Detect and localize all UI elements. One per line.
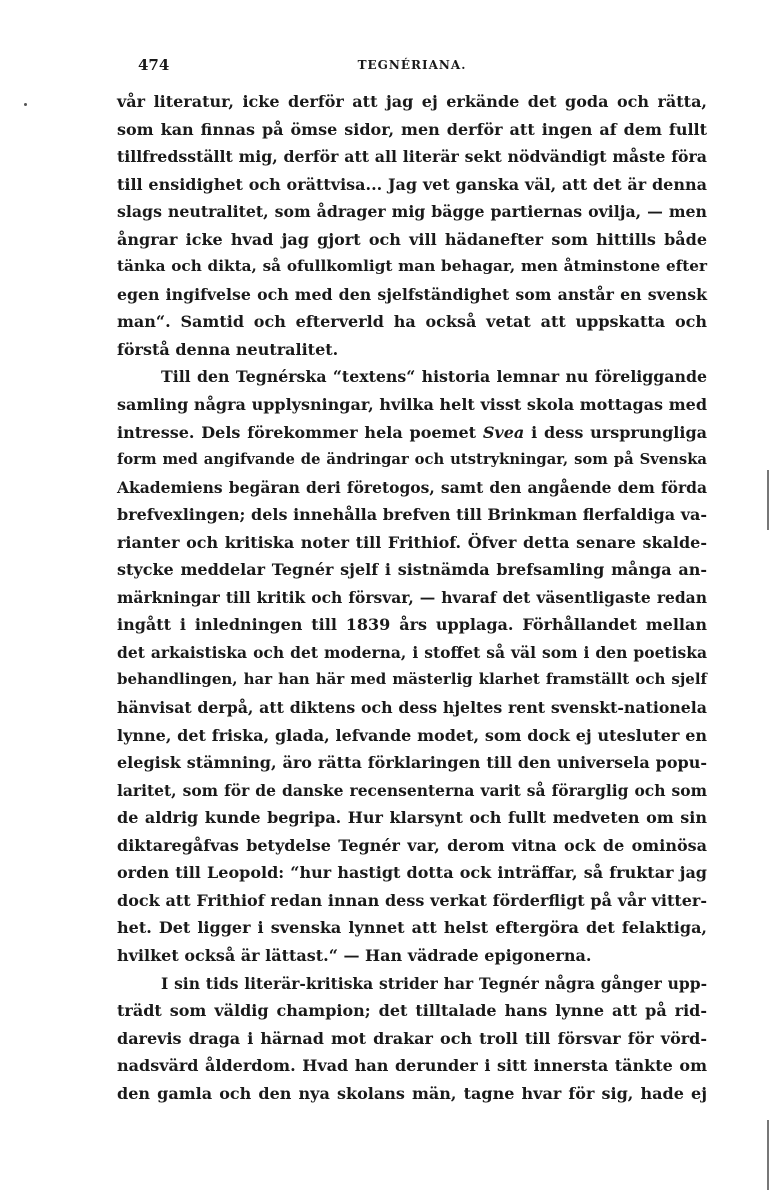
text-line: märkningar till kritik och försvar, — hvaraf det väsentligaste redan	[117, 587, 707, 607]
page-edge-mark	[767, 470, 769, 530]
text-line: samling några upplysningar, hvilka helt visst skola mottagas med	[117, 395, 707, 415]
text-line: laritet, som för de danske recensenterna varit så förarglig och som	[117, 780, 707, 800]
text-line: man“. Samtid och efterverld ha också vetat att uppskatta och	[117, 312, 707, 332]
text-line: de aldrig kunde begripa. Hur klarsynt och fullt medveten om sin	[117, 808, 707, 828]
paragraph	[117, 363, 707, 969]
text-line: som kan finnas på ömse sidor, men derför att ingen af dem fullt	[117, 119, 707, 139]
text-line: Akademiens begäran deri företogos, samt den angående dem förda	[117, 477, 707, 497]
text-line: I sin tids literär-kritiska strider har Tegnér några gånger upp-	[161, 973, 707, 993]
text-line: den gamla och den nya skolans män, tagne hvar för sig, hade ej	[117, 1083, 707, 1103]
text-line: darevis draga i härnad mot drakar och troll till försvar för vörd-	[117, 1028, 707, 1048]
text-line: slags neutralitet, som ådrager mig bägge partiernas ovilja, — men	[117, 202, 707, 222]
text-line: hvilket också är lättast.“ — Han vädrade epigonerna.	[117, 945, 592, 965]
text-line: tillfredsställt mig, derför att all literär sekt nödvändigt måste föra	[117, 147, 707, 167]
poem-title: Svea	[482, 422, 525, 442]
text-line: het. Det ligger i svenska lynnet att helst eftergöra det felaktiga,	[117, 918, 707, 938]
text-line: orden till Leopold: “hur hastigt dotta ock inträffar, så fruktar jag	[117, 863, 707, 883]
text-line: vår literatur, icke derför att jag ej erkände det goda och rätta,	[117, 92, 707, 111]
body-text	[117, 88, 707, 1107]
text-line: ångrar icke hvad jag gjort och vill hädanefter som hittills både	[117, 229, 707, 249]
text-line: förstå denna neutralitet.	[117, 339, 339, 359]
text-line: behandlingen, har han här med mästerlig klarhet framställt och sjelf	[117, 670, 707, 689]
page-header	[117, 56, 707, 80]
margin-speck	[24, 103, 27, 106]
text-line: det arkaistiska och det moderna, i stoffet så väl som i den poetiska	[117, 642, 707, 662]
text-line: trädt som väldig champion; det tilltalade hans lynne att på rid-	[117, 1001, 707, 1021]
text-line: dock att Frithiof redan innan dess verkat förderfligt på vår vitter-	[117, 890, 707, 910]
text-line: lynne, det friska, glada, lefvande modet, som dock ej utesluter en	[117, 725, 707, 745]
text-line: ingått i inledningen till 1839 års upplaga. Förhållandet mellan	[117, 615, 707, 635]
text-line: Till den Tegnérska “textens“ historia lemnar nu föreliggande	[161, 367, 707, 387]
page-number: 474	[138, 56, 170, 74]
text-line: nadsvärd ålderdom. Hvad han derunder i sitt innersta tänkte om	[117, 1056, 707, 1076]
text-line: egen ingifvelse och med den sjelfständighet som anstår en svensk	[117, 284, 707, 304]
text-line: diktaregåfvas betydelse Tegnér var, derom vitna ock de ominösa	[117, 835, 707, 855]
running-head: TEGNÉRIANA.	[357, 58, 467, 72]
paragraph	[117, 970, 707, 1108]
text-line: brefvexlingen; dels innehålla brefven till Brinkman flerfaldiga va-	[117, 505, 707, 525]
text-line: stycke meddelar Tegnér sjelf i sistnämda brefsamling många an-	[117, 560, 707, 580]
text-line: rianter och kritiska noter till Frithiof. Öfver detta senare skalde-	[117, 532, 707, 552]
text-line: elegisk stämning, äro rätta förklaringen till den universela popu-	[117, 753, 707, 773]
text-line: form med angifvande de ändringar och utstrykningar, som på Svenska	[117, 451, 707, 469]
text-line: intresse. Dels förekommer hela poemet Svea i dess ursprungliga	[117, 422, 708, 442]
text-line: hänvisat derpå, att diktens och dess hjeltes rent svenskt-nationela	[117, 698, 707, 718]
text-line: till ensidighet och orättvisa... Jag vet ganska väl, att det är denna	[117, 174, 707, 194]
text-line: tänka och dikta, så ofullkomligt man behagar, men åtminstone efter	[117, 257, 707, 276]
paragraph	[117, 88, 707, 363]
page-edge-mark	[767, 1120, 769, 1190]
